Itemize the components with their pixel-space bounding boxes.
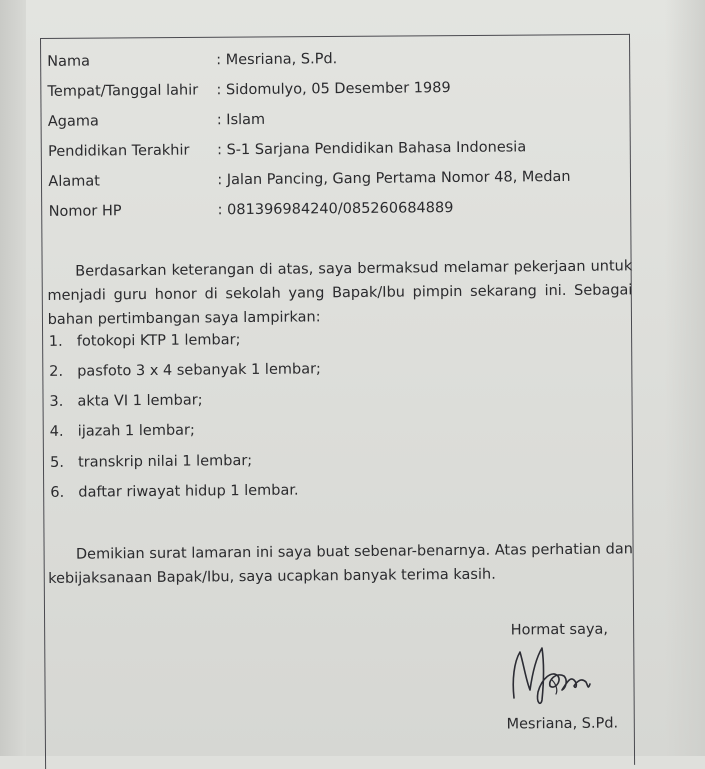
list-text: ijazah 1 lembar; (77, 422, 195, 440)
intro-text: Berdasarkan keterangan di atas, saya bermaksud melamar pekerjaan untuk menjadi guru honor di sekolah yang Bapak/Ibu pimpin sekarang ini. Sebagai bahan pertimbangan saya lampirkan: (47, 258, 633, 328)
list-item (50, 483, 298, 501)
list-item (49, 392, 202, 409)
identity-value: : S-1 Sarjana Pendidikan Bahasa Indonesia (216, 139, 527, 159)
list-text: fotokopi KTP 1 lembar; (76, 332, 241, 350)
list-number: 1. (48, 333, 63, 350)
list-number: 6. (50, 484, 65, 501)
list-text: daftar riwayat hidup 1 lembar. (78, 482, 299, 501)
list-number: 2. (49, 363, 64, 380)
identity-label: Alamat (48, 173, 100, 190)
closing-paragraph (48, 537, 633, 591)
identity-label: Agama (47, 113, 99, 130)
identity-value: : Islam (216, 111, 266, 129)
list-item (49, 332, 241, 350)
identity-label: Nama (47, 53, 91, 70)
identity-value: : 081396984240/085260684889 (217, 200, 454, 219)
identity-label: Tempat/Tanggal lahir (47, 82, 199, 100)
list-text: akta VI 1 lembar; (77, 392, 203, 410)
list-text: transkrip nilai 1 lembar; (77, 452, 253, 471)
identity-value: : Mesriana, S.Pd. (216, 51, 338, 69)
list-number: 4. (49, 423, 64, 440)
identity-value: : Jalan Pancing, Gang Pertama Nomor 48, Medan (217, 168, 571, 189)
list-text: pasfoto 3 x 4 sebanyak 1 lembar; (77, 361, 321, 380)
identity-value: : Sidomulyo, 05 Desember 1989 (216, 80, 451, 99)
closing-salutation: Hormat saya, (510, 621, 609, 639)
list-number: 3. (49, 393, 64, 410)
intro-paragraph (47, 254, 633, 332)
handwritten-signature (508, 640, 598, 708)
identity-label: Nomor HP (48, 203, 122, 220)
list-item (50, 453, 252, 471)
closing-text: Demikian surat lamaran ini saya buat sebenar-benarnya. Atas perhatian dan kebijaksanaan Bapak/Ibu, saya ucapkan banyak terima kasih. (48, 541, 633, 587)
signer-name: Mesriana, S.Pd. (506, 715, 619, 733)
list-item (49, 361, 321, 380)
identity-label: Pendidikan Terakhir (47, 142, 190, 160)
list-number: 5. (49, 454, 64, 471)
list-item (50, 423, 195, 440)
